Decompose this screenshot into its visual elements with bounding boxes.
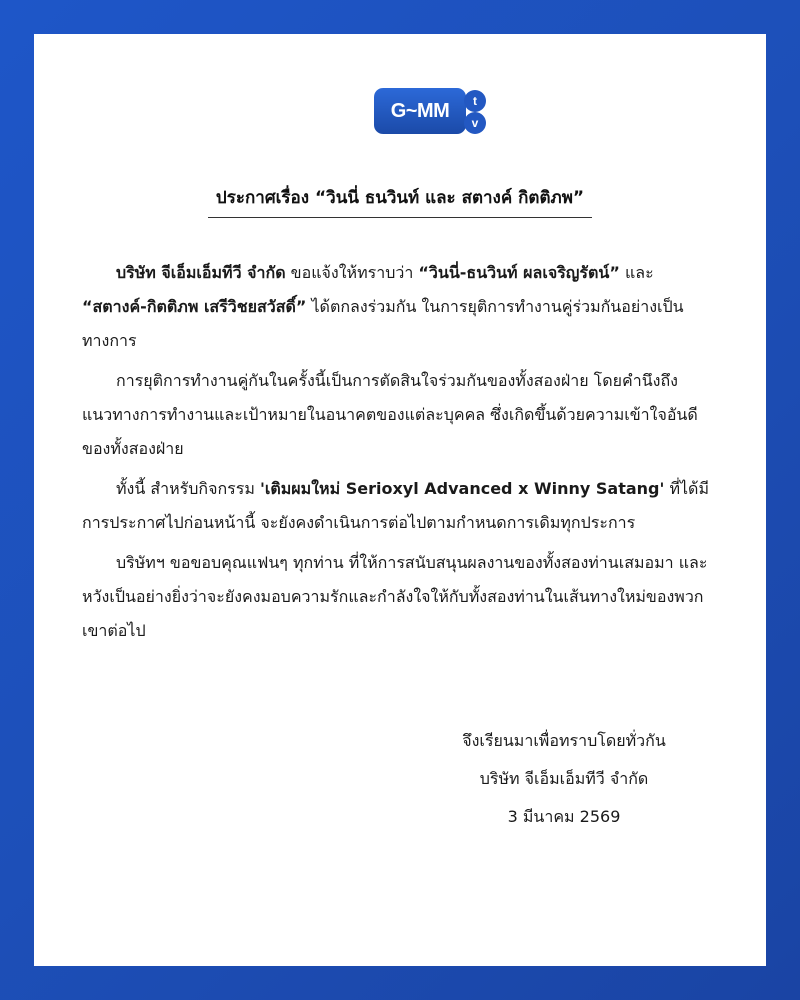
event-name: 'เติมผมใหม่ Serioxyl Advanced x Winny Satang' [260, 479, 665, 498]
artist-winny: “วินนี่-ธนวินท์ ผลเจริญรัตน์” [418, 263, 620, 282]
p1-text-3: ได้ตกลงร่วมกัน ในการยุติการทำงานคู่ร่วมกันอย่างเป็นทางการ [82, 297, 684, 350]
closing-line: จึงเรียนมาเพื่อทราบโดยทั่วกัน [462, 731, 666, 750]
announcement-card [34, 34, 766, 966]
company-name: บริษัท จีเอ็มเอ็มทีวี จำกัด [116, 263, 286, 282]
paragraph-4: บริษัทฯ ขอขอบคุณแฟนๆ ทุกท่าน ที่ให้การสนับสนุนผลงานของทั้งสองท่านเสมอมา และหวังเป็นอย่างยิ่งว่าจะยังคงมอบความรักและกำลังใจให้กับทั้งสองท่านในเส้นทางใหม่ของพวกเขาต่อไป [82, 553, 708, 640]
logo-tv-mark [464, 82, 486, 140]
logo-tv-letter-t: t [464, 90, 486, 112]
p1-text-2: และ [619, 263, 654, 282]
logo-tv-letter-v: v [464, 112, 486, 134]
paragraph-2: การยุติการทำงานคู่กันในครั้งนี้เป็นการตัดสินใจร่วมกันของทั้งสองฝ่าย โดยคำนึงถึงแนวทางการทำงานและเป้าหมายในอนาคตของแต่ละบุคคล ซึ่งเกิดขึ้นด้วยความเข้าใจอันดีของทั้งสองฝ่าย [82, 371, 698, 458]
p3-text-2: ที่ได้มีการประกาศไปก่อนหน้านี้ จะยังคงดำเนินการต่อไปตามกำหนดการเดิมทุกประการ [82, 479, 709, 532]
p3-text-1: ทั้งนี้ สำหรับกิจกรรม [116, 479, 260, 498]
announcement-body [82, 256, 722, 654]
signature-block [454, 722, 674, 836]
announcement-date: 3 มีนาคม 2569 [507, 807, 621, 826]
paragraph-1 [82, 256, 722, 358]
artist-satang: “สตางค์-กิตติภพ เสรีวิชยสวัสดิ์” [82, 297, 307, 316]
signature-company: บริษัท จีเอ็มเอ็มทีวี จำกัด [479, 769, 649, 788]
title-text: ประกาศเรื่อง “วินนี่ ธนวินท์ และ สตางค์ กิตติภพ” [208, 184, 592, 218]
p1-text-1: ขอแจ้งให้ทราบว่า [285, 263, 419, 282]
logo-text: G~MM [390, 100, 450, 122]
announcement-title [34, 184, 766, 218]
gmmtv-logo [374, 82, 492, 140]
paragraph-3 [82, 472, 722, 540]
